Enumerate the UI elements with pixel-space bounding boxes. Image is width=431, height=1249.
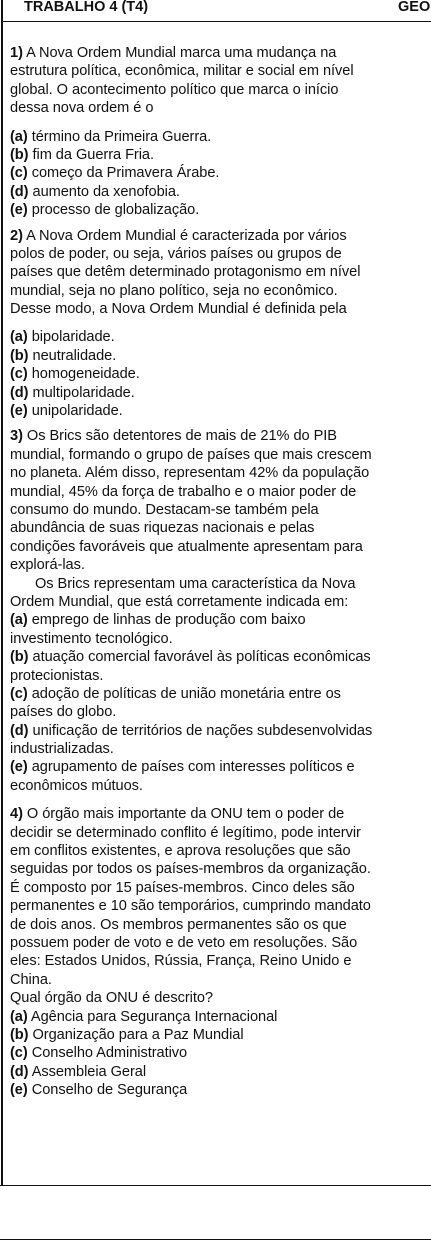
footer-divider	[0, 1185, 431, 1186]
option-letter: (e)	[10, 202, 28, 219]
answer-option-a[interactable]	[10, 611, 431, 629]
question-stem-line: abundância de suas riquezas nacionais e pelas	[10, 520, 315, 537]
option-letter: (c)	[10, 165, 28, 182]
option-text: atuação comercial favorável às políticas econômicas	[32, 649, 371, 666]
option-letter: (c)	[10, 685, 28, 702]
option-text: neutralidade.	[32, 347, 117, 364]
header-divider	[3, 21, 431, 22]
question-4	[10, 805, 431, 1099]
answer-option-a[interactable]	[10, 1008, 431, 1026]
option-text: começo da Primavera Árabe.	[31, 165, 220, 182]
question-stem-line: Qual órgão da ONU é descrito?	[10, 990, 213, 1007]
question-stem-line: mundial, seja no plano político, seja no econômico.	[10, 282, 338, 299]
page-header	[8, 0, 431, 21]
left-border-rule	[1, 0, 3, 1185]
option-text: fim da Guerra Fria.	[32, 146, 155, 163]
question-stem-line: explorá-las.	[10, 557, 85, 574]
option-letter: (d)	[10, 384, 29, 401]
option-letter: (d)	[10, 1063, 29, 1080]
question-stem-line: É composto por 15 países-membros. Cinco deles são	[10, 879, 355, 896]
question-number: 3)	[10, 428, 23, 445]
option-letter: (b)	[10, 347, 29, 364]
question-stem-line: Ordem Mundial, que está corretamente indicada em:	[10, 593, 349, 610]
option-letter: (b)	[10, 1026, 29, 1043]
question-stem-line: possuem poder de voto e de veto em resoluções. São	[10, 934, 358, 951]
option-continuation: investimento tecnológico.	[10, 630, 173, 647]
question-stem-line: Desse modo, a Nova Ordem Mundial é definida pela	[10, 301, 347, 318]
option-text: adoção de políticas de união monetária entre os	[31, 685, 341, 702]
question-stem-line: eles: Estados Unidos, Rússia, França, Reino Unido e	[10, 953, 352, 970]
assignment-title: TRABALHO 4 (T4)	[24, 0, 149, 15]
question-stem-line: A Nova Ordem Mundial marca uma mudança na	[26, 45, 337, 61]
option-text: término da Primeira Guerra.	[31, 128, 212, 145]
option-continuation: protecionistas.	[10, 667, 104, 684]
option-text: unipolaridade.	[31, 403, 123, 420]
answer-option-e[interactable]	[10, 402, 431, 420]
option-text: emprego de linhas de produção com baixo	[31, 612, 306, 629]
question-3	[10, 427, 431, 795]
question-stem-line: estrutura política, econômica, militar e social em nível	[10, 63, 354, 80]
question-1	[10, 44, 431, 220]
option-text: bipolaridade.	[31, 329, 115, 346]
question-number: 1)	[10, 45, 23, 61]
question-stem-line: mundial, formando o grupo de países que mais crescem	[10, 446, 372, 463]
question-stem-line: decidir se determinado conflito é legítimo, pode intervir	[10, 824, 361, 841]
option-continuation: países do globo.	[10, 704, 117, 721]
answer-option-c[interactable]	[10, 164, 431, 182]
option-text: Conselho Administrativo	[31, 1045, 188, 1062]
question-stem-line: Os Brics são detentores de mais de 21% do PIB	[26, 428, 337, 445]
question-stem-line: permanentes e 10 são temporários, cumprindo mandato	[10, 898, 371, 915]
answer-option-c[interactable]	[10, 365, 431, 383]
question-stem-line: de dois anos. Os membros permanentes são os que	[10, 916, 347, 933]
option-text: aumento da xenofobia.	[32, 183, 180, 200]
answer-option-d[interactable]	[10, 384, 431, 402]
option-text: unificação de territórios de nações subdesenvolvidas	[32, 722, 373, 739]
question-stem-line: O órgão mais importante da ONU tem o poder de	[26, 806, 345, 823]
answer-option-d[interactable]	[10, 183, 431, 201]
question-stem-line: China.	[10, 971, 52, 988]
option-letter: (c)	[10, 366, 28, 383]
question-stem-line: Os Brics representam uma característica da Nova	[35, 575, 356, 592]
answer-option-c[interactable]	[10, 1044, 431, 1062]
option-letter: (e)	[10, 1082, 28, 1099]
questions-column	[10, 44, 431, 1099]
question-stem-line: polos de poder, ou seja, vários países ou grupos de	[10, 245, 342, 262]
subject-label: GEO	[398, 0, 431, 15]
option-text: multipolaridade.	[32, 384, 135, 401]
option-letter: (e)	[10, 759, 28, 776]
option-letter: (d)	[10, 722, 29, 739]
option-text: homogeneidade.	[31, 366, 140, 383]
option-letter: (d)	[10, 183, 29, 200]
answer-option-b[interactable]	[10, 347, 431, 365]
option-text: Organização para a Paz Mundial	[32, 1026, 244, 1043]
footer-divider-lower	[0, 1239, 431, 1240]
question-stem-line: dessa nova ordem é o	[10, 100, 154, 117]
option-continuation: econômicos mútuos.	[10, 777, 143, 794]
answer-option-e[interactable]	[10, 758, 431, 776]
question-stem-line: global. O acontecimento político que marca o início	[10, 81, 339, 98]
answer-option-e[interactable]	[10, 201, 431, 219]
option-text: processo de globalização.	[31, 202, 200, 219]
question-stem-line: A Nova Ordem Mundial é caracterizada por vários	[26, 227, 347, 244]
option-text: Assembleia Geral	[31, 1063, 147, 1080]
question-stem-line: em conflitos existentes, e aprova resoluções que são	[10, 843, 351, 860]
question-number: 4)	[10, 806, 23, 823]
option-text: Conselho de Segurança	[31, 1082, 188, 1099]
answer-option-d[interactable]	[10, 722, 431, 740]
option-continuation: industrializadas.	[10, 741, 114, 758]
option-letter: (a)	[10, 612, 28, 629]
question-number: 2)	[10, 227, 23, 244]
question-stem-line: países que detêm determinado protagonismo em nível	[10, 264, 361, 281]
option-letter: (b)	[10, 146, 29, 163]
question-stem-line: no planeta. Além disso, representam 42% da população	[10, 465, 370, 482]
answer-option-e[interactable]	[10, 1081, 431, 1099]
question-stem-line: mundial, 45% da força de trabalho e o maior poder de	[10, 483, 357, 500]
answer-option-b[interactable]	[10, 1026, 431, 1044]
option-text: agrupamento de países com interesses políticos e	[31, 759, 355, 776]
option-letter: (c)	[10, 1045, 28, 1062]
answer-option-b[interactable]	[10, 146, 431, 164]
answer-option-c[interactable]	[10, 685, 431, 703]
answer-option-a[interactable]	[10, 128, 431, 146]
question-stem-line: condições favoráveis que atualmente apresentam para	[10, 538, 363, 555]
question-2	[10, 227, 431, 421]
question-stem-line: seguidas por todos os países-membros da organização.	[10, 861, 371, 878]
option-letter: (b)	[10, 649, 29, 666]
option-letter: (a)	[10, 128, 28, 145]
answer-option-b[interactable]	[10, 648, 431, 666]
answer-option-d[interactable]	[10, 1063, 431, 1081]
question-stem-line: consumo do mundo. Destacam-se também pela	[10, 501, 319, 518]
option-letter: (a)	[10, 1008, 28, 1025]
option-letter: (e)	[10, 403, 28, 420]
answer-option-a[interactable]	[10, 328, 431, 346]
option-text: Agência para Segurança Internacional	[30, 1008, 278, 1025]
option-letter: (a)	[10, 329, 28, 346]
